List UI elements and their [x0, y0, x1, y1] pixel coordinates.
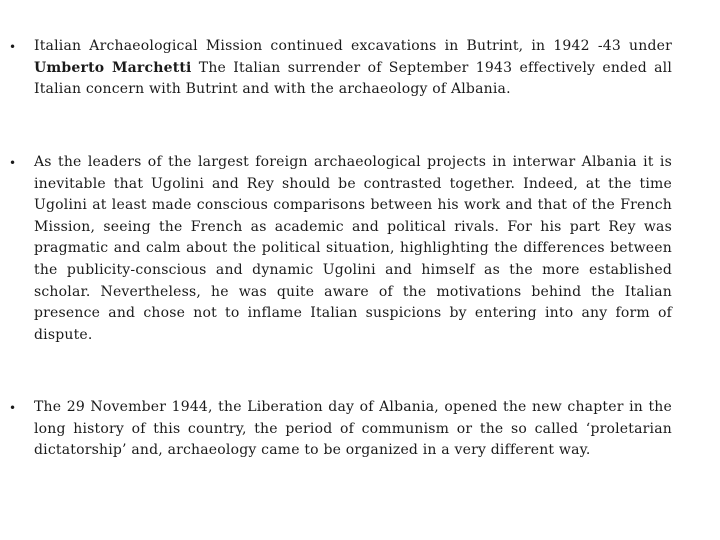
bold-name: Umberto Marchetti	[34, 59, 192, 76]
paragraph-text: Italian Archaeological Mission continued excavations in Butrint, in 1942 -43 under	[34, 38, 672, 54]
bullet-paragraph: As the leaders of the largest foreign archaeological projects in interwar Albania it is inevitable that Ugolini and Rey should be contrasted together. Indeed, at the time Ugolini at least made conscious comparisons between his work and that of the French Mission, seeing the French as academic and political rivals. For his part Rey was pragmatic and calm about the political situation, highlighting the differences between the publicity-conscious and dynamic Ugolini and himself as the more established scholar. Nevertheless, he was quite aware of the motivations behind the Italian presence and chose not to inflame Italian suspicions by entering into any form of dispute.	[34, 154, 672, 343]
bullet-marker: •	[9, 401, 17, 415]
bullet-marker: •	[9, 156, 17, 170]
bullet-paragraph: The 29 November 1944, the Liberation day of Albania, opened the new chapter in the long history of this country, the period of communism or the so called ‘proletarian dictatorship’ and, archaeology came to be organized in a very different way.	[34, 399, 672, 459]
bullet-marker: •	[9, 40, 17, 54]
bullet-paragraph	[34, 36, 672, 101]
paragraph-text: The Italian surrender of September 1943 effectively ended all Italian concern with Butrint and with the archaeology of Albania.	[34, 59, 672, 98]
